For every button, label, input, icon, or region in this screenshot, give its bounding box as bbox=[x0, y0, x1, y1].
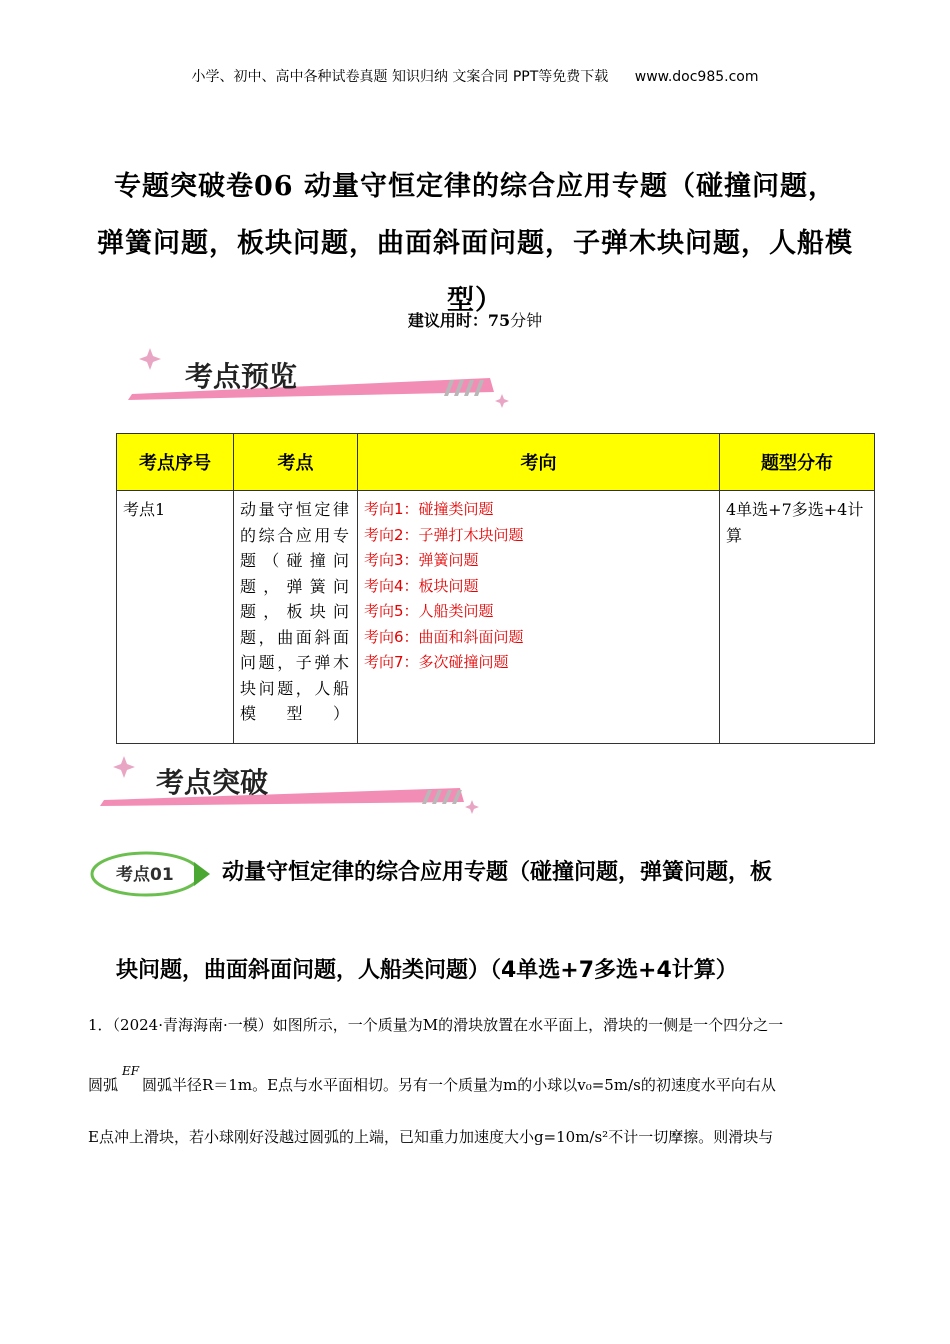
question-number: 1． bbox=[88, 1016, 113, 1034]
question-text-1: （2024·青海海南·一模）如图所示，一个质量为M的滑块放置在水平面上，滑块的一侧是一个四分之一 bbox=[112, 1016, 784, 1034]
title-line-2: 弹簧问题，板块问题，曲面斜面问题，子弹木块问题，人船模 bbox=[97, 228, 853, 259]
direction-item: 考向7：多次碰撞问题 bbox=[364, 653, 509, 671]
question-text-2a: 圆弧 bbox=[88, 1076, 119, 1094]
direction-item: 考向5：人船类问题 bbox=[364, 602, 494, 620]
page-title bbox=[80, 158, 870, 329]
time-unit: 分钟 bbox=[510, 311, 543, 330]
table-header-cell: 考点序号 bbox=[117, 434, 234, 491]
table-header-row bbox=[117, 434, 875, 491]
banner-breakthrough-label: 考点突破 bbox=[156, 766, 269, 799]
point-index-cell: 考点1 bbox=[117, 491, 234, 744]
title-line-3: 型） bbox=[447, 285, 503, 316]
banner-breakthrough bbox=[88, 752, 498, 822]
section-title-line-2: 块问题，曲面斜面问题，人船类问题）（4单选+7多选+4计算） bbox=[116, 958, 738, 983]
table-row bbox=[117, 491, 875, 744]
direction-item: 考向6：曲面和斜面问题 bbox=[364, 627, 524, 646]
page-header bbox=[0, 66, 950, 86]
point-directions-cell bbox=[358, 491, 720, 744]
banner-preview bbox=[110, 342, 520, 412]
arc-label: EF bbox=[122, 1064, 140, 1078]
section-tag bbox=[90, 850, 212, 904]
table-header-cell: 考点 bbox=[234, 434, 358, 491]
section-tag-label: 考点01 bbox=[116, 865, 174, 885]
sparkle-icon bbox=[139, 348, 161, 370]
question-line-1 bbox=[88, 1014, 860, 1036]
time-label: 建议用时： bbox=[407, 311, 488, 330]
direction-item: 考向2：子弹打木块问题 bbox=[364, 525, 524, 544]
arrow-right-icon bbox=[194, 862, 210, 886]
sparkle-icon bbox=[113, 756, 135, 778]
title-line-1: 专题突破卷06 动量守恒定律的综合应用专题（碰撞问题， bbox=[114, 171, 836, 202]
exam-point-table bbox=[116, 433, 875, 744]
table-header-cell: 题型分布 bbox=[720, 434, 875, 491]
direction-item: 考向4：板块问题 bbox=[364, 576, 479, 595]
question-line-2 bbox=[88, 1074, 860, 1096]
time-value: 75 bbox=[487, 311, 511, 330]
banner-preview-label: 考点预览 bbox=[185, 360, 298, 393]
question-text-2b: 圆弧半径R＝1m。E点与水平面相切。另有一个质量为m的小球以v₀=5m/s的初速度水平向右从 bbox=[142, 1076, 776, 1094]
header-site-link[interactable]: www.doc985.com bbox=[634, 69, 759, 85]
direction-item: 考向1：碰撞类问题 bbox=[364, 500, 494, 518]
direction-item: 考向3：弹簧问题 bbox=[364, 551, 479, 569]
question-line-3: E点冲上滑块，若小球刚好没越过圆弧的上端，已知重力加速度大小g=10m/s²不计一切摩擦。则滑块与 bbox=[88, 1128, 774, 1146]
table-header-cell: 考向 bbox=[358, 434, 720, 491]
point-topic-cell: 动量守恒定律的综合应用专题（碰撞问题，弹簧问题，板块问题，曲面斜面问题，子弹木块问题，人船模型） bbox=[234, 491, 358, 744]
section-title-line-1: 动量守恒定律的综合应用专题（碰撞问题，弹簧问题，板 bbox=[222, 860, 773, 885]
suggested-time bbox=[0, 308, 950, 331]
distribution-cell: 4单选+7多选+4计算 bbox=[720, 491, 875, 744]
header-text: 小学、初中、高中各种试卷真题 知识归纳 文案合同 PPT等免费下载 bbox=[191, 69, 609, 85]
